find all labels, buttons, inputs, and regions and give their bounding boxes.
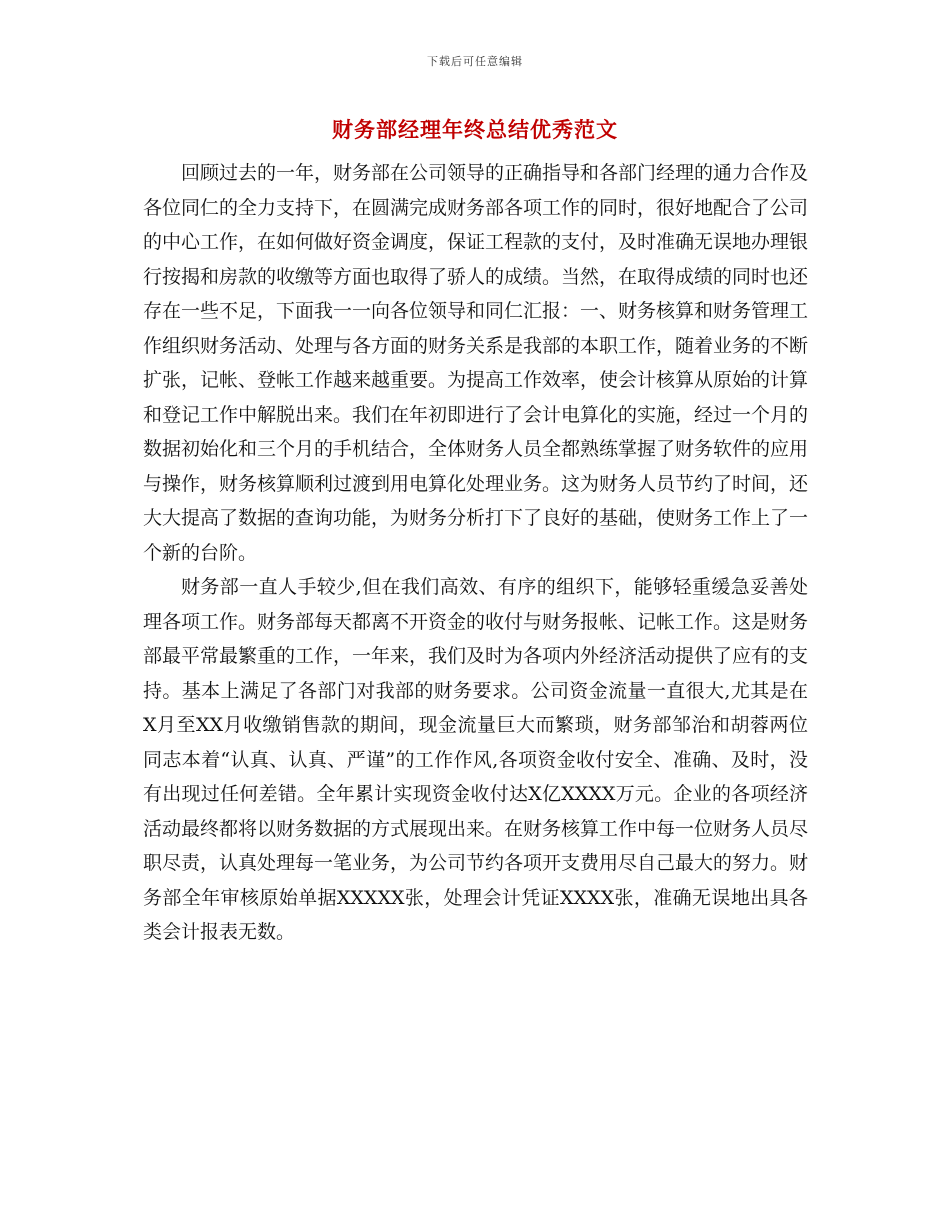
header-note: 下载后可任意编辑	[427, 55, 523, 68]
document-body	[143, 156, 808, 950]
document-title: 财务部经理年终总结优秀范文	[332, 117, 618, 142]
paragraph-2: 财务部一直人手较少,但在我们高效、有序的组织下，能够轻重缓急妥善处理各项工作。财务部每天都离不开资金的收付与财务报帐、记帐工作。这是财务部最平常最繁重的工作，一年来，我们及时为各项内外经济活动提供了应有的支持。基本上满足了各部门对我部的财务要求。公司资金流量一直很大,尤其是在X月至XX月收缴销售款的期间，现金流量巨大而繁琐，财务部邹治和胡蓉两位同志本着“认真、认真、严谨”的工作作风,各项资金收付安全、准确、及时，没有出现过任何差错。全年累计实现资金收付达X亿XXXX万元。企业的各项经济活动最终都将以财务数据的方式展现出来。在财务核算工作中每一位财务人员尽职尽责，认真处理每一笔业务，为公司节约各项开支费用尽自己最大的努力。财务部全年审核原始单据XXXXX张，处理会计凭证XXXX张，准确无误地出具各类会计报表无数。	[143, 576, 809, 943]
paragraph-1: 回顾过去的一年，财务部在公司领导的正确指导和各部门经理的通力合作及各位同仁的全力支持下，在圆满完成财务部各项工作的同时，很好地配合了公司的中心工作，在如何做好资金调度，保证工程款的支付，及时准确无误地办理银行按揭和房款的收缴等方面也取得了骄人的成绩。当然，在取得成绩的同时也还存在一些不足，下面我一一向各位领导和同仁汇报：一、财务核算和财务管理工作组织财务活动、处理与各方面的财务关系是我部的本职工作，随着业务的不断扩张，记帐、登帐工作越来越重要。为提高工作效率，使会计核算从原始的计算和登记工作中解脱出来。我们在年初即进行了会计电算化的实施，经过一个月的数据初始化和三个月的手机结合，全体财务人员全都熟练掌握了财务软件的应用与操作，财务核算顺利过渡到用电算化处理业务。这为财务人员节约了时间，还大大提高了数据的查询功能，为财务分析打下了良好的基础，使财务工作上了一个新的台阶。	[143, 162, 809, 564]
